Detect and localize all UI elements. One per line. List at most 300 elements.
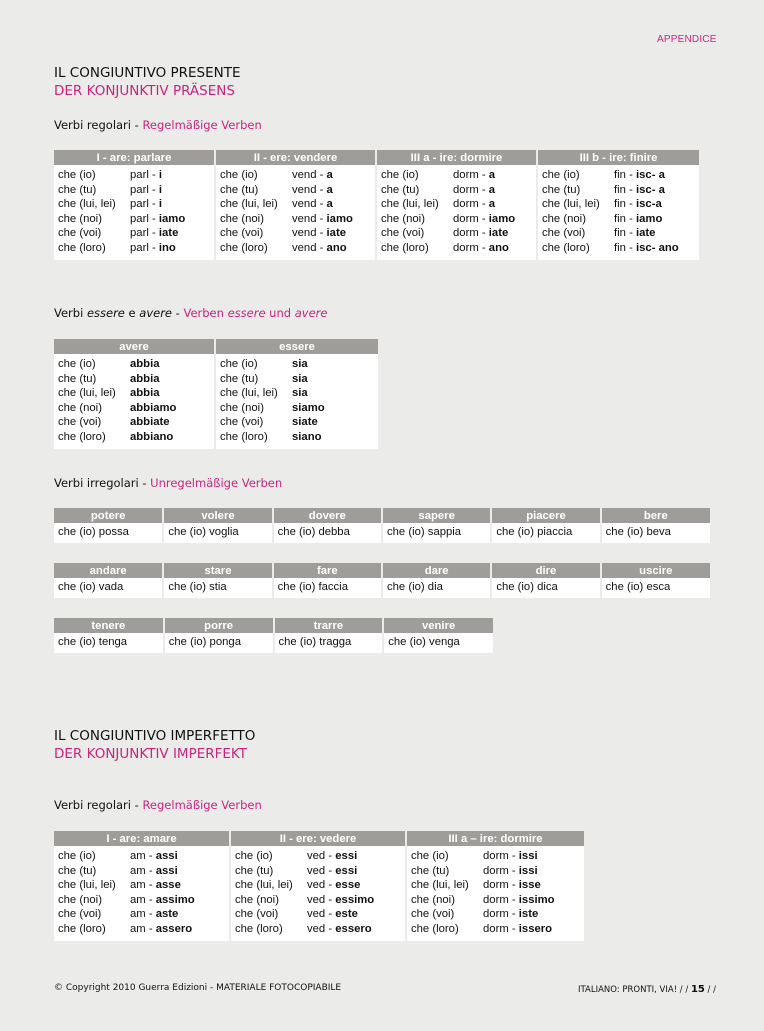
conjugation-row — [235, 907, 401, 922]
verb-ending: isc- a — [635, 183, 665, 196]
verb-form — [307, 907, 358, 922]
pronoun: che (loro) — [411, 922, 459, 935]
verb-ending: isc- ano — [635, 241, 679, 254]
label-it: e — [124, 306, 140, 320]
verb-form: sia — [292, 372, 308, 385]
pronoun: che (voi) — [220, 416, 264, 429]
verb-stem: dorm - — [483, 864, 519, 877]
conjugation-row — [220, 212, 371, 227]
verb-form — [130, 864, 178, 879]
pronoun: che (voi) — [542, 227, 586, 240]
verb-form — [614, 183, 665, 198]
label-it-verb: essere — [86, 306, 125, 320]
subtitle-regular-imperfetto — [54, 798, 262, 812]
pronoun: che (lui, lei) — [542, 198, 600, 211]
verb-stem: ved - — [307, 879, 336, 892]
verb-ending: essi — [335, 850, 358, 862]
verb-ending: aste — [155, 908, 179, 921]
pronoun: che (noi) — [411, 893, 455, 906]
verb-form: abbiate — [130, 416, 170, 429]
pronoun: che (io) — [411, 850, 449, 862]
verb-form — [130, 168, 162, 183]
verb-stem: fin - — [614, 169, 636, 181]
label-de-verb: avere — [294, 306, 328, 320]
verb-form — [307, 893, 374, 908]
pronoun: che (noi) — [235, 893, 279, 906]
column-header: III a - ire: dormire — [376, 150, 537, 165]
pronoun: che (tu) — [58, 864, 97, 877]
verb-stem: ved - — [307, 893, 336, 906]
verb-form — [292, 183, 333, 198]
verb-form — [614, 197, 662, 212]
subtitle-regular-presente — [54, 118, 262, 132]
column-header: I - are: amare — [54, 831, 230, 846]
pronoun: che (noi) — [542, 212, 586, 225]
verb-form: abbia — [130, 387, 160, 400]
verb-form — [130, 226, 178, 241]
verb-form: siano — [292, 430, 322, 443]
verb-form — [130, 922, 192, 937]
verb-form — [130, 212, 185, 227]
conjugation-row — [58, 197, 210, 212]
label-de: Verben — [183, 306, 228, 320]
verb-ending: assi — [155, 864, 178, 877]
table-row — [54, 578, 710, 598]
column-header: uscire — [601, 563, 710, 578]
pronoun: che (loro) — [235, 922, 283, 935]
conjugation-row — [381, 226, 532, 241]
verb-stem: dorm - — [453, 169, 489, 181]
verb-ending: isse — [518, 879, 541, 892]
pronoun: che (loro) — [58, 922, 106, 935]
pronoun: che (lui, lei) — [381, 198, 439, 211]
verb-form: che (io) possa — [54, 523, 163, 543]
verb-form — [130, 878, 181, 893]
title-it: IL CONGIUNTIVO IMPERFETTO — [54, 728, 256, 744]
pronoun: che (voi) — [58, 227, 102, 240]
pronoun: che (tu) — [542, 183, 581, 196]
conjugation-row — [58, 226, 210, 241]
verb-ending: iamo — [488, 212, 516, 225]
pronoun: che (io) — [58, 358, 96, 370]
conjugation-row — [542, 212, 695, 227]
conjugation-row — [58, 922, 225, 937]
verb-ending: este — [335, 908, 358, 921]
verb-stem: fin - — [614, 241, 636, 254]
conjugation-row — [58, 212, 210, 227]
pronoun: che (loro) — [542, 241, 590, 254]
verb-stem: dorm - — [483, 908, 519, 921]
conjugation-row — [235, 878, 401, 893]
verb-ending: iate — [158, 227, 179, 240]
table-header-row — [54, 563, 710, 578]
verb-ending: ino — [158, 241, 176, 254]
verb-ending: a — [326, 183, 333, 196]
verb-stem: ved - — [307, 922, 336, 935]
column-header: I - are: parlare — [54, 150, 215, 165]
verb-stem: fin - — [614, 227, 636, 240]
verb-form: che (io) dica — [491, 578, 600, 598]
conjugation-row — [58, 168, 210, 183]
conjugation-row — [235, 922, 401, 937]
table-header-row — [54, 508, 710, 523]
conjugation-row — [542, 197, 695, 212]
conjugation-row — [58, 386, 210, 401]
verb-form: che (io) faccia — [273, 578, 382, 598]
verb-stem: parl - — [130, 212, 159, 225]
pronoun: che (voi) — [220, 227, 264, 240]
conjugation-row — [381, 241, 532, 256]
pronoun: che (tu) — [220, 372, 259, 385]
column-header: dare — [382, 563, 491, 578]
verb-ending: issimo — [518, 893, 555, 906]
title-de: DER KONJUNKTIV IMPERFEKT — [54, 746, 247, 762]
conjugation-row — [381, 183, 532, 198]
conjugation-row — [220, 357, 374, 372]
verb-form — [614, 241, 679, 256]
conjugation-row — [58, 864, 225, 879]
column-header: dovere — [273, 508, 382, 523]
verb-stem: ved - — [307, 864, 336, 877]
verb-stem: fin - — [614, 183, 636, 196]
verb-form — [483, 922, 552, 937]
conjugation-row — [542, 226, 695, 241]
pronoun: che (noi) — [220, 401, 264, 414]
verb-ending: asse — [155, 879, 181, 892]
verb-stem: dorm - — [453, 227, 489, 240]
conjugation-row — [58, 849, 225, 864]
verb-stem: dorm - — [483, 879, 519, 892]
verb-form — [614, 212, 662, 227]
pronoun: che (lui, lei) — [58, 879, 116, 892]
subtitle-essere-avere — [54, 306, 327, 320]
verb-ending: essi — [335, 864, 358, 877]
pronoun: che (loro) — [381, 241, 429, 254]
pronoun: che (lui, lei) — [58, 387, 116, 400]
verb-form — [483, 893, 555, 908]
column-header: II - ere: vendere — [215, 150, 376, 165]
table-irregular-2 — [54, 563, 710, 598]
verb-stem: dorm - — [483, 850, 519, 862]
verb-form: sia — [292, 358, 308, 370]
column-header: bere — [601, 508, 710, 523]
section-title-imperfetto — [54, 727, 255, 763]
verb-form — [307, 922, 372, 937]
conjugation-block — [215, 354, 378, 449]
table-row — [54, 523, 710, 543]
verb-form: che (io) voglia — [163, 523, 272, 543]
column-header: avere — [54, 339, 215, 354]
pronoun: che (tu) — [220, 183, 259, 196]
verb-form — [292, 168, 333, 183]
column-header: tenere — [54, 618, 164, 633]
table-irregular-3 — [54, 618, 493, 653]
conjugation-row — [220, 241, 371, 256]
column-header: porre — [164, 618, 274, 633]
conjugation-row — [58, 241, 210, 256]
conjugation-block — [406, 846, 584, 941]
verb-ending: iate — [635, 227, 656, 240]
verb-stem: vend - — [292, 198, 327, 211]
conjugation-row — [381, 168, 532, 183]
verb-form — [483, 864, 538, 879]
verb-ending: assi — [155, 850, 178, 862]
verb-form: siamo — [292, 401, 325, 414]
page-suffix: / / — [704, 985, 716, 995]
book-title: ITALIANO: PRONTI, VIA! / / — [578, 985, 691, 995]
verb-stem: dorm - — [483, 893, 519, 906]
verb-ending: issi — [518, 850, 538, 862]
conjugation-row — [381, 197, 532, 212]
column-header: II - ere: vedere — [230, 831, 406, 846]
label-it: Verbi irregolari - — [54, 476, 151, 490]
verb-form — [307, 878, 360, 893]
pronoun: che (loro) — [220, 430, 268, 443]
verb-form — [614, 168, 665, 183]
table-header-row — [54, 339, 378, 354]
verb-stem: dorm - — [453, 241, 489, 254]
verb-stem: am - — [130, 879, 156, 892]
verb-ending: ano — [326, 241, 347, 254]
label-it: Verbi regolari - — [54, 118, 143, 132]
verb-stem: am - — [130, 922, 156, 935]
label-de: Unregelmäßige Verben — [150, 476, 283, 490]
verb-stem: ved - — [307, 908, 336, 921]
pronoun: che (tu) — [58, 183, 97, 196]
verb-form: che (io) tragga — [274, 633, 384, 653]
verb-form: abbia — [130, 372, 160, 385]
verb-stem: parl - — [130, 241, 159, 254]
pronoun: che (voi) — [381, 227, 425, 240]
verb-stem: am - — [130, 893, 156, 906]
verb-form — [292, 241, 347, 256]
verb-form — [483, 878, 541, 893]
page-footer — [578, 984, 716, 995]
pronoun: che (io) — [381, 169, 419, 181]
verb-ending: issi — [518, 864, 538, 877]
conjugation-row — [235, 864, 401, 879]
verb-stem: fin - — [614, 198, 636, 211]
conjugation-block — [376, 165, 537, 260]
verb-stem: dorm - — [453, 198, 489, 211]
verb-ending: isc-a — [635, 198, 662, 211]
conjugation-row — [411, 907, 580, 922]
verb-ending: i — [158, 183, 163, 196]
verb-stem: dorm - — [453, 212, 489, 225]
verb-form — [292, 197, 333, 212]
conjugation-row — [220, 226, 371, 241]
verb-stem: am - — [130, 850, 156, 862]
conjugation-row — [220, 183, 371, 198]
conjugation-row — [220, 386, 374, 401]
conjugation-row — [58, 430, 210, 445]
verb-ending: ano — [488, 241, 509, 254]
verb-form: che (io) piaccia — [491, 523, 600, 543]
pronoun: che (lui, lei) — [220, 387, 278, 400]
verb-ending: iamo — [326, 212, 353, 225]
verb-form — [453, 226, 508, 241]
conjugation-row — [58, 372, 210, 387]
pronoun: che (lui, lei) — [235, 879, 293, 892]
conjugation-row — [411, 893, 580, 908]
verb-stem: vend - — [292, 227, 327, 240]
label-it: Verbi — [54, 306, 87, 320]
pronoun: che (voi) — [411, 908, 455, 921]
verb-ending: a — [326, 198, 333, 211]
table-row — [54, 633, 493, 653]
verb-stem: parl - — [130, 169, 159, 181]
table-header-row — [54, 831, 584, 846]
verb-form — [307, 849, 357, 864]
verb-stem: parl - — [130, 198, 159, 211]
verb-form — [292, 226, 346, 241]
pronoun: che (tu) — [411, 864, 450, 877]
pronoun: che (noi) — [58, 401, 102, 414]
conjugation-row — [58, 401, 210, 416]
subtitle-irregular — [54, 476, 282, 490]
column-header: andare — [54, 563, 163, 578]
verb-form: che (io) ponga — [164, 633, 274, 653]
verb-ending: i — [158, 198, 163, 211]
conjugation-row — [381, 212, 532, 227]
verb-form: che (io) stia — [163, 578, 272, 598]
column-header: trarre — [274, 618, 384, 633]
conjugation-row — [220, 415, 374, 430]
conjugation-row — [542, 168, 695, 183]
table-header-row — [54, 618, 493, 633]
verb-form — [453, 241, 509, 256]
pronoun: che (io) — [220, 358, 258, 370]
verb-form: che (io) tenga — [54, 633, 164, 653]
conjugation-row — [220, 430, 374, 445]
verb-form — [130, 197, 162, 212]
verb-form: abbia — [130, 358, 160, 370]
conjugation-row — [411, 864, 580, 879]
conjugation-row — [58, 183, 210, 198]
conjugation-row — [235, 893, 401, 908]
verb-stem: vend - — [292, 169, 327, 181]
verb-ending: iste — [518, 908, 539, 921]
pronoun: che (lui, lei) — [220, 198, 278, 211]
conjugation-row — [542, 241, 695, 256]
column-header: potere — [54, 508, 163, 523]
pronoun: che (noi) — [58, 212, 102, 225]
page-number: 15 — [690, 984, 705, 995]
verb-stem: am - — [130, 864, 156, 877]
verb-form — [453, 197, 495, 212]
verb-ending: iate — [326, 227, 347, 240]
conjugation-row — [58, 893, 225, 908]
column-header: sapere — [382, 508, 491, 523]
pronoun: che (loro) — [220, 241, 268, 254]
verb-form — [614, 226, 655, 241]
verb-form: che (io) debba — [273, 523, 382, 543]
pronoun: che (io) — [58, 169, 96, 181]
verb-form: abbiamo — [130, 401, 177, 414]
verb-ending: a — [488, 183, 496, 196]
verb-form — [453, 168, 495, 183]
column-header: essere — [215, 339, 378, 354]
conjugation-row — [220, 197, 371, 212]
copyright-notice: © Copyright 2010 Guerra Edizioni - MATERIALE FOTOCOPIABILE — [54, 983, 342, 993]
verb-ending: iamo — [635, 212, 663, 225]
verb-ending: a — [326, 169, 333, 181]
verb-form — [307, 864, 357, 879]
conjugation-row — [411, 922, 580, 937]
verb-form — [130, 893, 195, 908]
conjugation-block — [537, 165, 699, 260]
verb-form — [130, 183, 162, 198]
verb-stem: am - — [130, 908, 156, 921]
pronoun: che (noi) — [58, 893, 102, 906]
verb-form — [130, 241, 176, 256]
pronoun: che (voi) — [58, 908, 102, 921]
verb-stem: ved - — [307, 850, 336, 862]
verb-stem: fin - — [614, 212, 636, 225]
verb-ending: essimo — [335, 893, 375, 906]
verb-form — [453, 212, 515, 227]
pronoun: che (lui, lei) — [58, 198, 116, 211]
column-header: stare — [163, 563, 272, 578]
conjugation-block — [54, 846, 230, 941]
conjugation-row — [411, 878, 580, 893]
conjugation-row — [220, 372, 374, 387]
verb-stem: parl - — [130, 183, 159, 196]
conjugation-row — [58, 415, 210, 430]
conjugation-row — [542, 183, 695, 198]
verb-ending: iamo — [158, 212, 186, 225]
verb-stem: dorm - — [483, 922, 519, 935]
verb-form: che (io) vada — [54, 578, 163, 598]
verb-form — [483, 849, 538, 864]
verb-form — [483, 907, 538, 922]
label-de: Regelmäßige Verben — [142, 118, 262, 132]
conjugation-row — [58, 357, 210, 372]
conjugation-block — [54, 165, 215, 260]
pronoun: che (io) — [235, 850, 273, 862]
verb-form: che (io) esca — [605, 581, 671, 593]
verb-stem: vend - — [292, 241, 327, 254]
conjugation-block — [215, 165, 376, 260]
column-header: III b - ire: finire — [537, 150, 699, 165]
column-header: III a – ire: dormire — [406, 831, 584, 846]
verb-ending: assero — [155, 922, 193, 935]
pronoun: che (loro) — [58, 430, 106, 443]
label-it: Verbi regolari - — [54, 798, 143, 812]
label-separator: - — [172, 306, 184, 320]
section-title-presente — [54, 64, 241, 100]
conjugation-row — [58, 907, 225, 922]
verb-form: che (io) venga — [388, 636, 460, 648]
label-it-verb: avere — [139, 306, 172, 320]
conjugation-row — [58, 878, 225, 893]
verb-ending: assimo — [155, 893, 195, 906]
pronoun: che (lui, lei) — [411, 879, 469, 892]
verb-form: siate — [292, 416, 318, 429]
verb-stem: vend - — [292, 183, 327, 196]
table-header-row — [54, 150, 699, 165]
pronoun: che (noi) — [381, 212, 425, 225]
conjugation-row — [411, 849, 580, 864]
label-de: und — [265, 306, 295, 320]
pronoun: che (tu) — [58, 372, 97, 385]
pronoun: che (voi) — [235, 908, 279, 921]
conjugation-block — [54, 354, 215, 449]
verb-form — [292, 212, 353, 227]
table-avere-essere — [54, 339, 378, 449]
conjugation-row — [235, 849, 401, 864]
column-header: piacere — [491, 508, 600, 523]
